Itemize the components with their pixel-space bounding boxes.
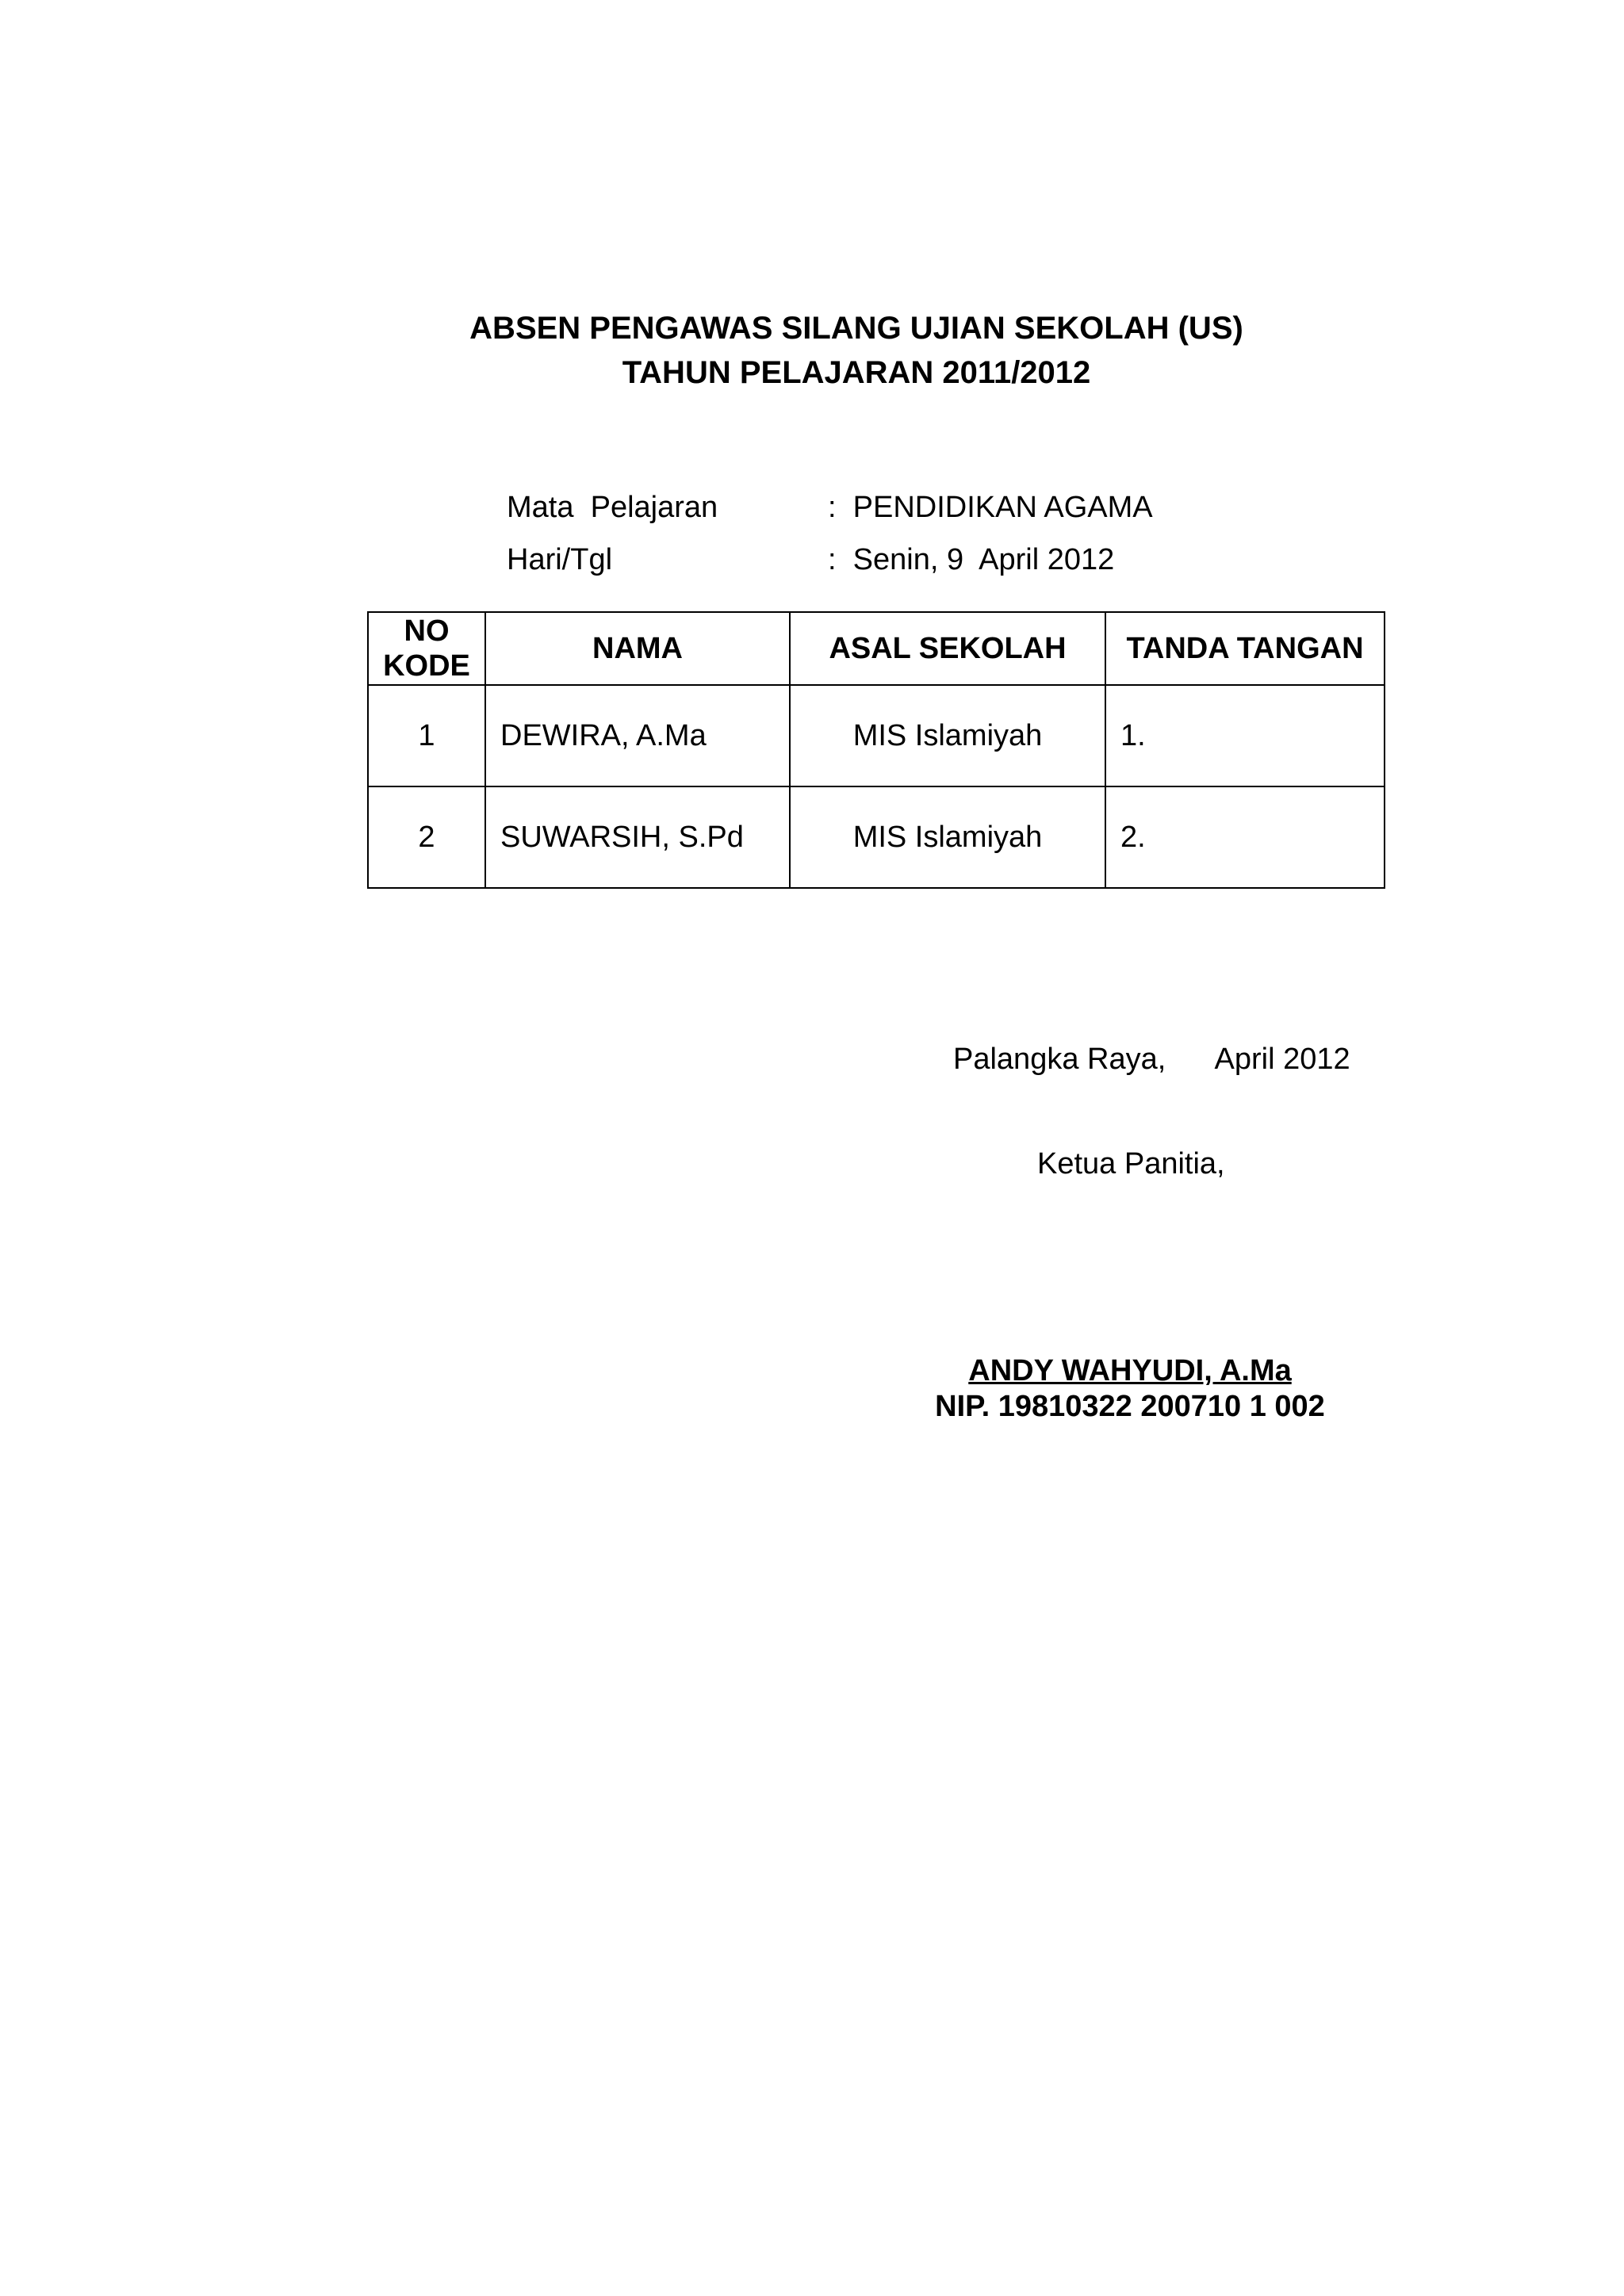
- header-no-kode: [368, 612, 485, 685]
- committee-role: Ketua Panitia,: [1037, 1147, 1225, 1181]
- document-subtitle: TAHUN PELAJARAN 2011/2012: [622, 355, 1091, 390]
- subject-label: Mata Pelajaran: [507, 491, 718, 524]
- cell-tanda-tangan: 1.: [1105, 685, 1385, 786]
- signer-name: ANDY WAHYUDI, A.Ma: [968, 1354, 1292, 1387]
- cell-nama: DEWIRA, A.Ma: [485, 685, 790, 786]
- header-kode: KODE: [383, 649, 470, 683]
- attendance-table: [367, 611, 1385, 889]
- header-tanda-tangan: TANDA TANGAN: [1105, 612, 1385, 685]
- document-title: ABSEN PENGAWAS SILANG UJIAN SEKOLAH (US): [469, 311, 1243, 346]
- table-row: [368, 786, 1385, 888]
- header-asal-sekolah: ASAL SEKOLAH: [790, 612, 1105, 685]
- date-value: : Senin, 9 April 2012: [828, 543, 1115, 576]
- cell-asal-sekolah: MIS Islamiyah: [790, 685, 1105, 786]
- cell-no: 2: [368, 786, 485, 888]
- cell-asal-sekolah: MIS Islamiyah: [790, 786, 1105, 888]
- table-header-row: [368, 612, 1385, 685]
- header-nama: NAMA: [485, 612, 790, 685]
- cell-no: 1: [368, 685, 485, 786]
- signer-nip: NIP. 19810322 200710 1 002: [935, 1390, 1325, 1423]
- cell-tanda-tangan: 2.: [1105, 786, 1385, 888]
- table-row: [368, 685, 1385, 786]
- date-label: Hari/Tgl: [507, 543, 613, 576]
- subject-value: : PENDIDIKAN AGAMA: [828, 491, 1153, 524]
- place-date: Palangka Raya, April 2012: [953, 1043, 1350, 1076]
- header-no: NO: [404, 614, 450, 648]
- cell-nama: SUWARSIH, S.Pd: [485, 786, 790, 888]
